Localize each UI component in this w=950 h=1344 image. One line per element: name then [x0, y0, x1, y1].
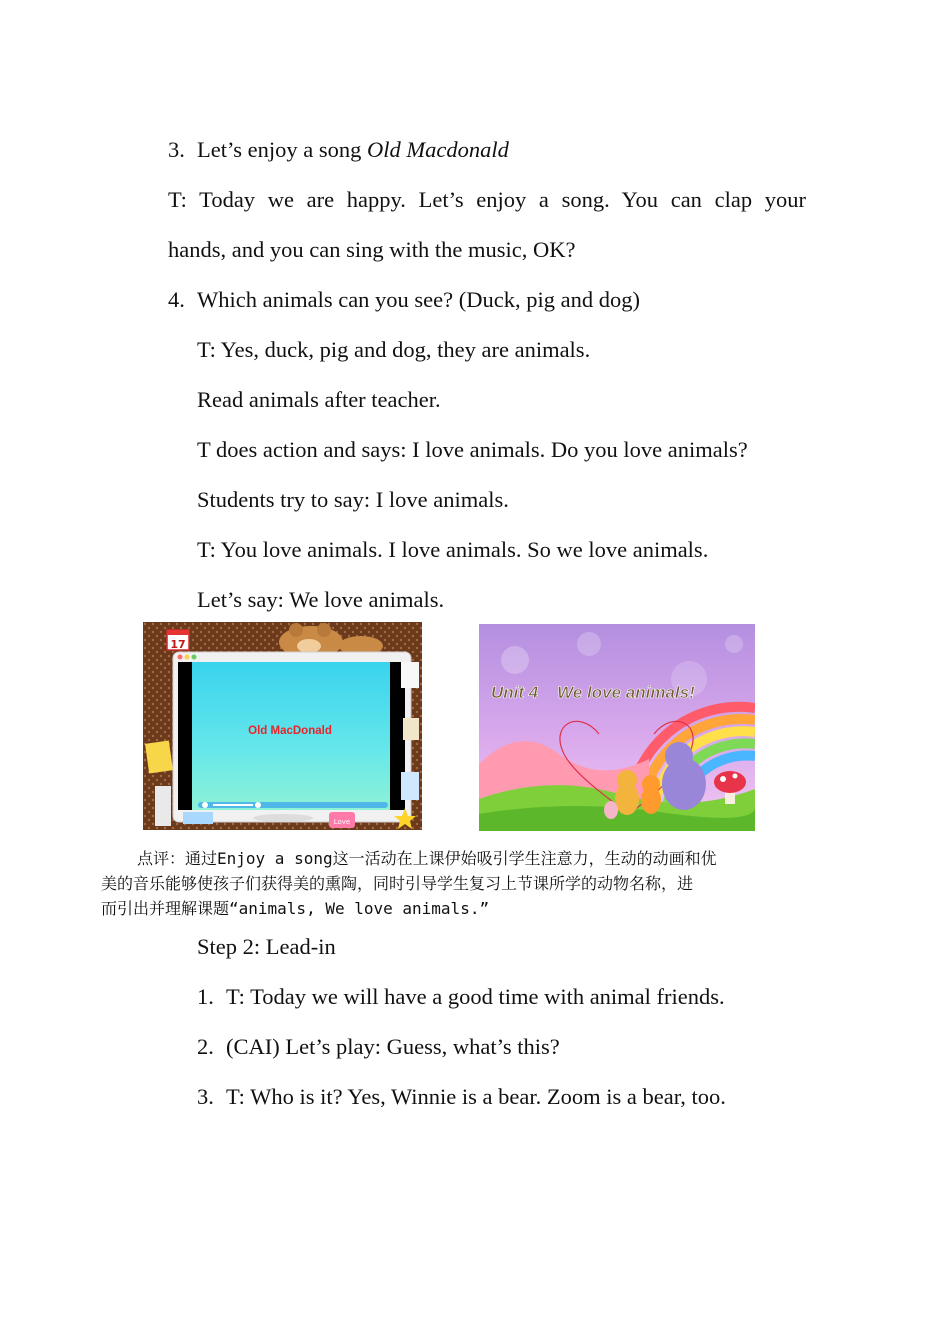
section-4-line: Students try to say: I love animals. — [197, 487, 509, 512]
unit-4-title-slide — [479, 624, 755, 831]
section-4-number: 4. — [168, 287, 185, 312]
comment-line-3: 而引出并理解课题“animals, We love animals.” — [101, 899, 490, 918]
step-2-item-text: (CAI) Let’s play: Guess, what’s this? — [226, 1034, 560, 1059]
step-2-item-number: 1. — [197, 984, 214, 1009]
calendar-day: 17 — [170, 638, 186, 651]
section-4-line: T does action and says: I love animals. Do you love animals? — [197, 437, 748, 462]
section-3-teacher-line-2: hands, and you can sing with the music, OK? — [168, 237, 576, 262]
section-3-number: 3. — [168, 137, 185, 162]
step-2-heading: Step 2: Lead-in — [197, 934, 336, 959]
video-title: Old MacDonald — [248, 725, 332, 737]
step-2-item — [197, 1033, 560, 1061]
section-4-question: Which animals can you see? (Duck, pig and dog) — [197, 287, 640, 312]
step-2-item-number: 3. — [197, 1084, 214, 1109]
slide-title: Unit 4 We love animals! — [491, 683, 695, 702]
step-2-item — [197, 983, 725, 1011]
section-3-title: Let’s enjoy a song — [197, 137, 367, 162]
teacher-comment — [101, 846, 808, 921]
comment-line-1: 点评：通过Enjoy a song这一活动在上课伊始吸引学生注意力，生动的动画和优 — [137, 849, 717, 868]
step-2-item-number: 2. — [197, 1034, 214, 1059]
section-4-line: Read animals after teacher. — [197, 387, 441, 412]
step-2-item — [197, 1083, 726, 1111]
unit-4-slide-illustration — [479, 624, 755, 831]
step-2-item-text: T: Today we will have a good time with animal friends. — [226, 984, 725, 1009]
section-3-heading — [168, 136, 509, 164]
section-4-heading — [168, 286, 640, 314]
song-title: Old Macdonald — [366, 137, 509, 162]
section-4-line: T: Yes, duck, pig and dog, they are animals. — [197, 337, 591, 362]
section-4-line: Let’s say: We love animals. — [197, 587, 445, 612]
love-badge: Love — [333, 818, 351, 826]
video-player-illustration — [143, 622, 422, 830]
step-2-item-text: T: Who is it? Yes, Winnie is a bear. Zoom is a bear, too. — [226, 1084, 726, 1109]
comment-line-2: 美的音乐能够使孩子们获得美的熏陶，同时引导学生复习上节课所学的动物名称，进 — [101, 874, 694, 893]
section-3-teacher-line-1: T: Today we are happy. Let’s enjoy a song. You can clap your — [168, 187, 806, 212]
section-4-line: T: You love animals. I love animals. So we love animals. — [197, 537, 709, 562]
old-macdonald-video-screenshot — [143, 622, 422, 830]
